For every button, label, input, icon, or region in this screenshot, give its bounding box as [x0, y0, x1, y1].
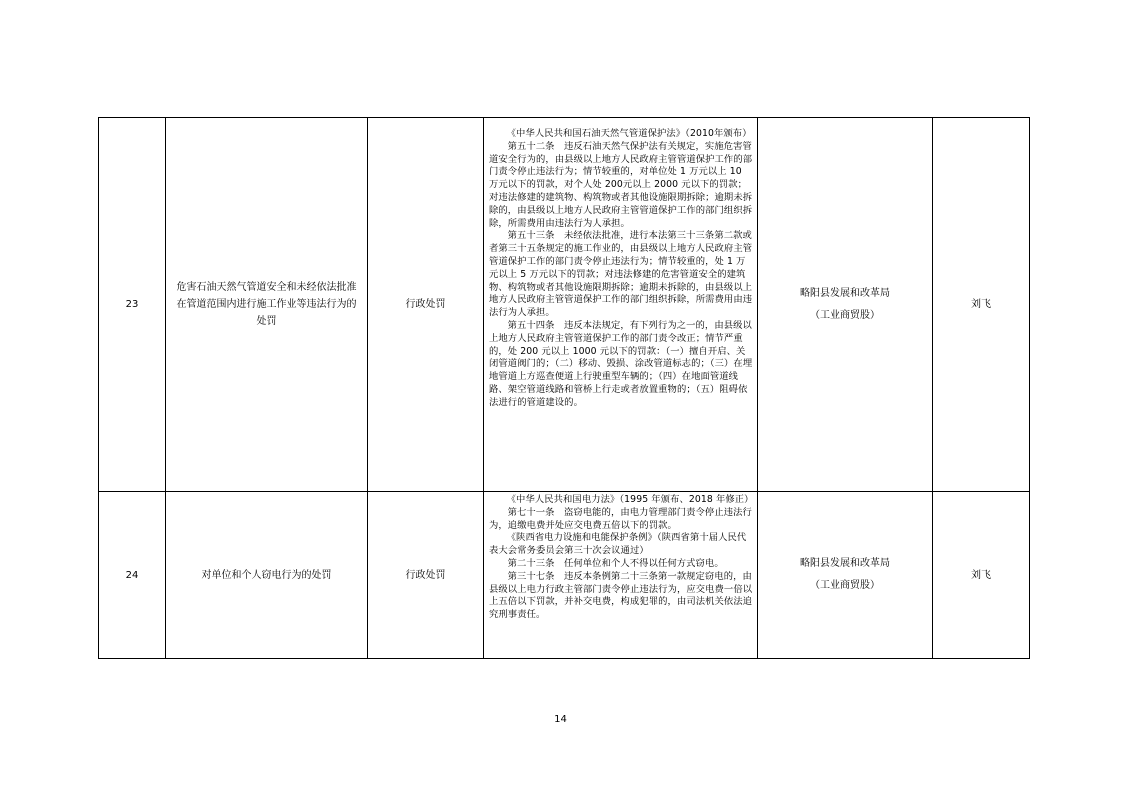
responsible-org: [758, 492, 933, 659]
basis-paragraph: 第五十二条 违反石油天然气保护法有关规定，实施危害管道安全行为的，由县级以上地方人民政府主管管道保护工作的部门责令停止违法行为；情节较重的，对单位处 1 万元以上 10 万元以下的罚款，对个人处 200元以上 2000 元以下的罚款；对违法修建的建筑物、构筑物或者其他设施限期拆除；逾期未拆除的，由县级以上地方人民政府主管管道保护工作的部门组织拆除，所需费用由违法行为人承担。: [489, 140, 753, 229]
basis-paragraph: 第二十三条 任何单位和个人不得以任何方式窃电。: [507, 557, 724, 569]
item-name: 对单位和个人窃电行为的处罚: [166, 492, 368, 659]
basis-paragraph: 第七十一条 盗窃电能的，由电力管理部门责令停止违法行为，追缴电费并处应交电费五倍以下的罚款。: [489, 506, 752, 531]
basis-paragraph: 《中华人民共和国石油天然气管道保护法》（2010年颁布）: [506, 128, 752, 139]
legal-basis: [484, 118, 758, 492]
responsible-person: 刘飞: [933, 118, 1030, 492]
responsible-org: [758, 118, 933, 492]
basis-paragraph: 第五十四条 违反本法规定，有下列行为之一的，由县级以上地方人民政府主管管道保护工作的部门责令改正；情节严重的，处 200 元以上 1000 元以下的罚款：（一）擅自开启、关闭管道阀门的；（二）移动、毁损、涂改管道标志的；（三）在埋地管道上方巡查便道上行驶重型车辆的；（四）在地面管道线路、架空管道线路和管桥上行走或者放置重物的；（五）阻碍依法进行的管道建设的。: [489, 319, 753, 408]
item-type: 行政处罚: [368, 118, 484, 492]
table-row: [99, 118, 1030, 492]
org-section: （工业商贸股）: [810, 580, 880, 591]
basis-paragraph: 第三十七条 违反本条例第二十三条第一款规定窃电的，由县级以上电力行政主管部门责令停止违法行为，应交电费一倍以上五倍以下罚款，并补交电费，构成犯罪的，由司法机关依法追究刑事责任。: [489, 570, 753, 621]
power-list-table: [98, 117, 1030, 659]
responsible-person: 刘飞: [933, 492, 1030, 659]
org-name: 略阳县发展和改革局: [800, 558, 890, 569]
basis-paragraph: 《陕西省电力设施和电能保护条例》（陕西省第十届人民代表大会常务委员会第三十次会议通过）: [489, 532, 747, 557]
row-number: 23: [99, 118, 166, 492]
legal-basis: [484, 492, 758, 659]
table-row: [99, 492, 1030, 659]
org-name: 略阳县发展和改革局: [800, 287, 890, 299]
item-type: 行政处罚: [368, 492, 484, 659]
page-number: 14: [554, 714, 567, 725]
item-name: 危害石油天然气管道安全和未经依法批准在管道范围内进行施工作业等违法行为的处罚: [166, 118, 368, 492]
basis-paragraph: 《中华人民共和国电力法》（1995 年颁布、2018 年修正）: [506, 494, 754, 505]
row-number: 24: [99, 492, 166, 659]
org-section: （工业商贸股）: [810, 309, 880, 321]
basis-paragraph: 第五十三条 未经依法批准，进行本法第三十三条第二款或者第三十五条规定的施工作业的，由县级以上地方人民政府主管管道保护工作的部门责令停止违法行为；情节较重的，处 1 万元以上 5 万元以下的罚款；对违法修建的危害管道安全的建筑物、构筑物或者其他设施限期拆除；逾期未拆除的，由县级以上地方人民政府主管管道保护工作的部门组织拆除，所需费用由违法行为人承担。: [489, 230, 753, 319]
